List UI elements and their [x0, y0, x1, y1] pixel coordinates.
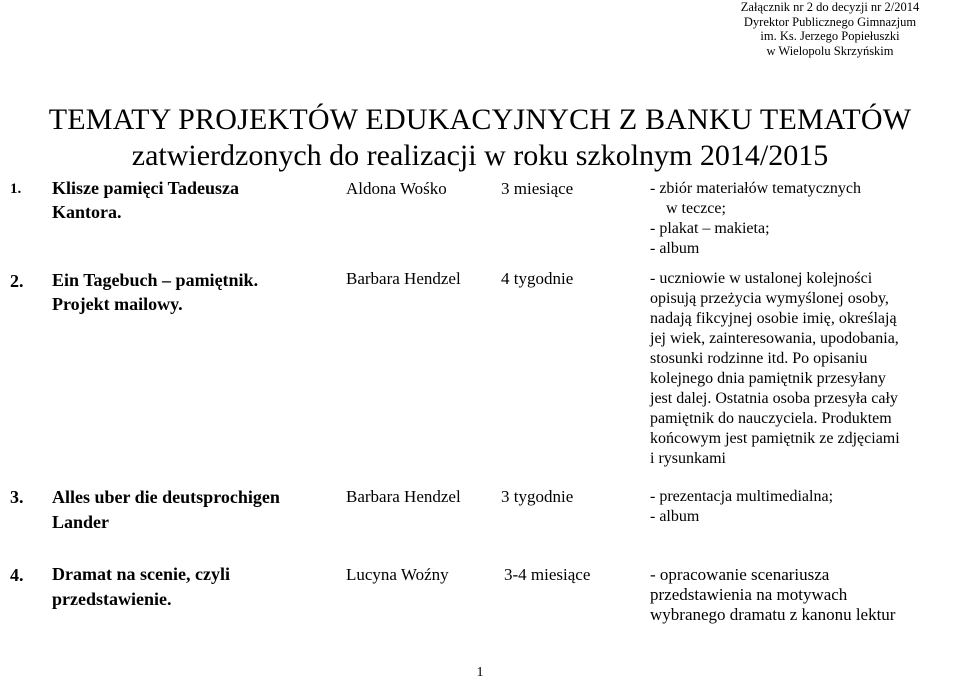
attachment-note	[700, 0, 960, 58]
outcome-line: i rysunkami	[650, 450, 726, 467]
outcomes	[650, 487, 950, 527]
outcome-line: - prezentacja multimedialna;	[650, 488, 834, 505]
outcome-line: końcowym jest pamiętnik ze zdjęciami	[650, 430, 900, 447]
topic-line: Klisze pamięci Tadeusza	[52, 178, 240, 198]
outcomes	[650, 269, 950, 469]
outcome-line: wybranego dramatu z kanonu lektur	[650, 605, 896, 624]
topic-line: przedstawienie.	[52, 589, 172, 609]
attachment-line: w Wielopolu Skrzyńskim	[766, 43, 894, 58]
outcome-line: - album	[650, 240, 700, 257]
outcome-line: - opracowanie scenariusza	[650, 565, 830, 584]
row-number: 3.	[10, 487, 24, 507]
row-number: 2.	[10, 271, 24, 291]
row-number: 1.	[10, 181, 22, 197]
attachment-line: im. Ks. Jerzego Popiełuszki	[760, 29, 900, 43]
topic-line: Projekt mailowy.	[52, 294, 183, 314]
duration: 4 tygodnie	[501, 269, 574, 288]
outcome-line: - plakat – makieta;	[650, 220, 770, 237]
teacher-name: Barbara Hendzel	[346, 487, 461, 506]
topic-line: Dramat na scenie, czyli	[52, 564, 230, 584]
duration: 3 tygodnie	[501, 487, 574, 506]
outcome-line: stosunki rodzinne itd. Po opisaniu	[650, 350, 868, 367]
document-title: TEMATY PROJEKTÓW EDUKACYJNYCH Z BANKU TEMATÓW	[48, 103, 912, 136]
duration: 3 miesiące	[501, 179, 574, 198]
outcome-line: opisują przeżycia wymyślonej osoby,	[650, 290, 889, 307]
row-number: 4.	[10, 565, 24, 585]
outcome-line: nadają fikcyjnej osobie imię, określają	[650, 310, 897, 327]
outcomes	[650, 565, 950, 625]
outcome-line: kolejnego dnia pamiętnik przesyłany	[650, 370, 886, 387]
topic-line: Alles uber die deutsprochigen	[52, 487, 280, 507]
topic-line: Lander	[52, 512, 110, 532]
topic-line: Ein Tagebuch – pamiętnik.	[52, 270, 259, 290]
attachment-line: Dyrektor Publicznego Gimnazjum	[743, 14, 917, 29]
outcome-line: jej wiek, zainteresowania, upodobania,	[650, 330, 899, 347]
outcome-line: - zbiór materiałów tematycznych	[650, 180, 862, 197]
duration: 3-4 miesiące	[504, 565, 591, 584]
outcome-line: jest dalej. Ostatnia osoba przesyła cały	[650, 390, 898, 407]
outcome-line: w teczce;	[666, 200, 726, 217]
topic-line: Kantora.	[52, 202, 122, 222]
outcome-line: przedstawienia na motywach	[650, 585, 848, 604]
teacher-name: Aldona Wośko	[346, 179, 447, 198]
outcome-line: - uczniowie w ustalonej kolejności	[650, 270, 873, 287]
outcomes	[650, 179, 950, 259]
teacher-name: Lucyna Woźny	[346, 565, 449, 584]
teacher-name: Barbara Hendzel	[346, 269, 461, 288]
attachment-line: Załącznik nr 2 do decyzji nr 2/2014	[740, 0, 920, 14]
document-subtitle: zatwierdzonych do realizacji w roku szkolnym 2014/2015	[131, 139, 829, 172]
page-number: 1	[476, 665, 484, 680]
outcome-line: - album	[650, 508, 700, 525]
outcome-line: pamiętnik do nauczyciela. Produktem	[650, 410, 892, 427]
